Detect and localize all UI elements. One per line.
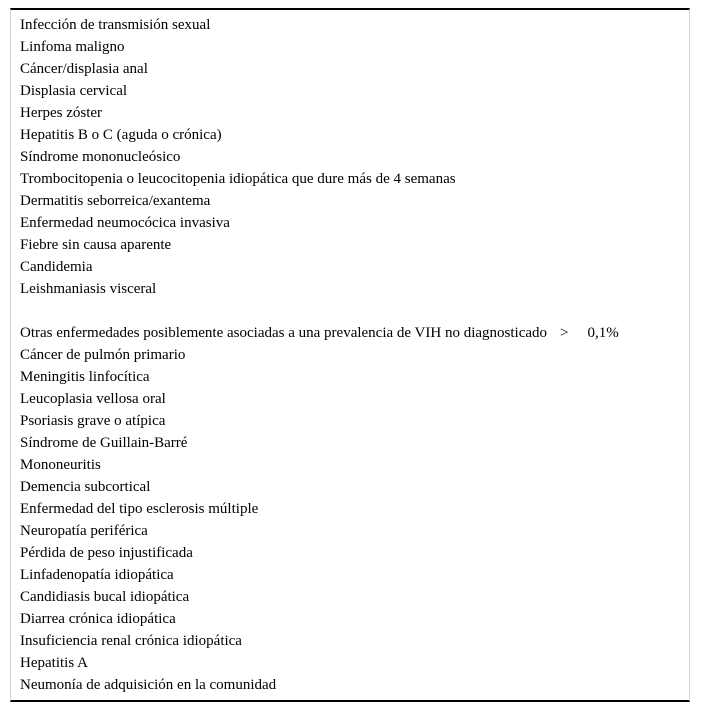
condition-row (20, 146, 681, 168)
condition-label: Leucoplasia vellosa oral (20, 391, 166, 407)
condition-label: Insuficiencia renal crónica idiopática (20, 633, 242, 649)
condition-label: Cáncer de pulmón primario (20, 347, 186, 363)
condition-row (20, 652, 681, 674)
condition-row (20, 388, 681, 410)
condition-label: Hepatitis B o C (aguda o crónica) (20, 127, 222, 143)
spacer-row (20, 300, 681, 322)
condition-row (20, 234, 681, 256)
condition-row (20, 366, 681, 388)
condition-row (20, 542, 681, 564)
condition-row (20, 564, 681, 586)
condition-label: Fiebre sin causa aparente (20, 237, 172, 253)
condition-label: Psoriasis grave o atípica (20, 413, 166, 429)
condition-label: Demencia subcortical (20, 479, 151, 495)
condition-row (20, 674, 681, 696)
condition-row (20, 14, 681, 36)
condition-row (20, 168, 681, 190)
condition-label: Síndrome mononucleósico (20, 149, 181, 165)
condition-row (20, 36, 681, 58)
subheader-label: Otras enfermedades posiblemente asociadas a una prevalencia de VIH no diagnosticado (20, 325, 548, 341)
condition-label: Infección de transmisión sexual (20, 17, 211, 33)
condition-row (20, 256, 681, 278)
condition-label: Pérdida de peso injustificada (20, 545, 193, 561)
condition-label: Enfermedad neumocócica invasiva (20, 215, 230, 231)
condition-row (20, 190, 681, 212)
condition-row (20, 520, 681, 542)
condition-label: Meningitis linfocítica (20, 369, 150, 385)
condition-label: Candidiasis bucal idiopática (20, 589, 190, 605)
condition-row (20, 498, 681, 520)
subheader-row (20, 322, 681, 344)
condition-label: Mononeuritis (20, 457, 101, 473)
subheader-comparator: > (560, 325, 569, 341)
condition-row (20, 432, 681, 454)
condition-row (20, 212, 681, 234)
condition-row (20, 102, 681, 124)
condition-label: Leishmaniasis visceral (20, 281, 157, 297)
condition-row (20, 586, 681, 608)
condition-label: Linfadenopatía idiopática (20, 567, 174, 583)
condition-row (20, 58, 681, 80)
subheader-value: 0,1% (587, 325, 619, 341)
condition-label: Dermatitis seborreica/exantema (20, 193, 211, 209)
hiv-indicator-conditions-table (10, 8, 690, 702)
condition-row (20, 410, 681, 432)
condition-row (20, 344, 681, 366)
condition-label: Síndrome de Guillain-Barré (20, 435, 188, 451)
condition-label: Linfoma maligno (20, 39, 125, 55)
condition-label: Enfermedad del tipo esclerosis múltiple (20, 501, 259, 517)
condition-row (20, 630, 681, 652)
condition-row (20, 124, 681, 146)
condition-row (20, 454, 681, 476)
condition-row (20, 80, 681, 102)
condition-row (20, 476, 681, 498)
condition-label: Cáncer/displasia anal (20, 61, 148, 77)
condition-label: Candidemia (20, 259, 93, 275)
condition-label: Herpes zóster (20, 105, 103, 121)
condition-label: Diarrea crónica idiopática (20, 611, 176, 627)
condition-row (20, 608, 681, 630)
condition-row (20, 278, 681, 300)
condition-label: Trombocitopenia o leucocitopenia idiopática que dure más de 4 semanas (20, 171, 456, 187)
condition-label: Displasia cervical (20, 83, 128, 99)
condition-label: Hepatitis A (20, 655, 88, 671)
condition-label: Neuropatía periférica (20, 523, 148, 539)
condition-label: Neumonía de adquisición en la comunidad (20, 677, 277, 693)
